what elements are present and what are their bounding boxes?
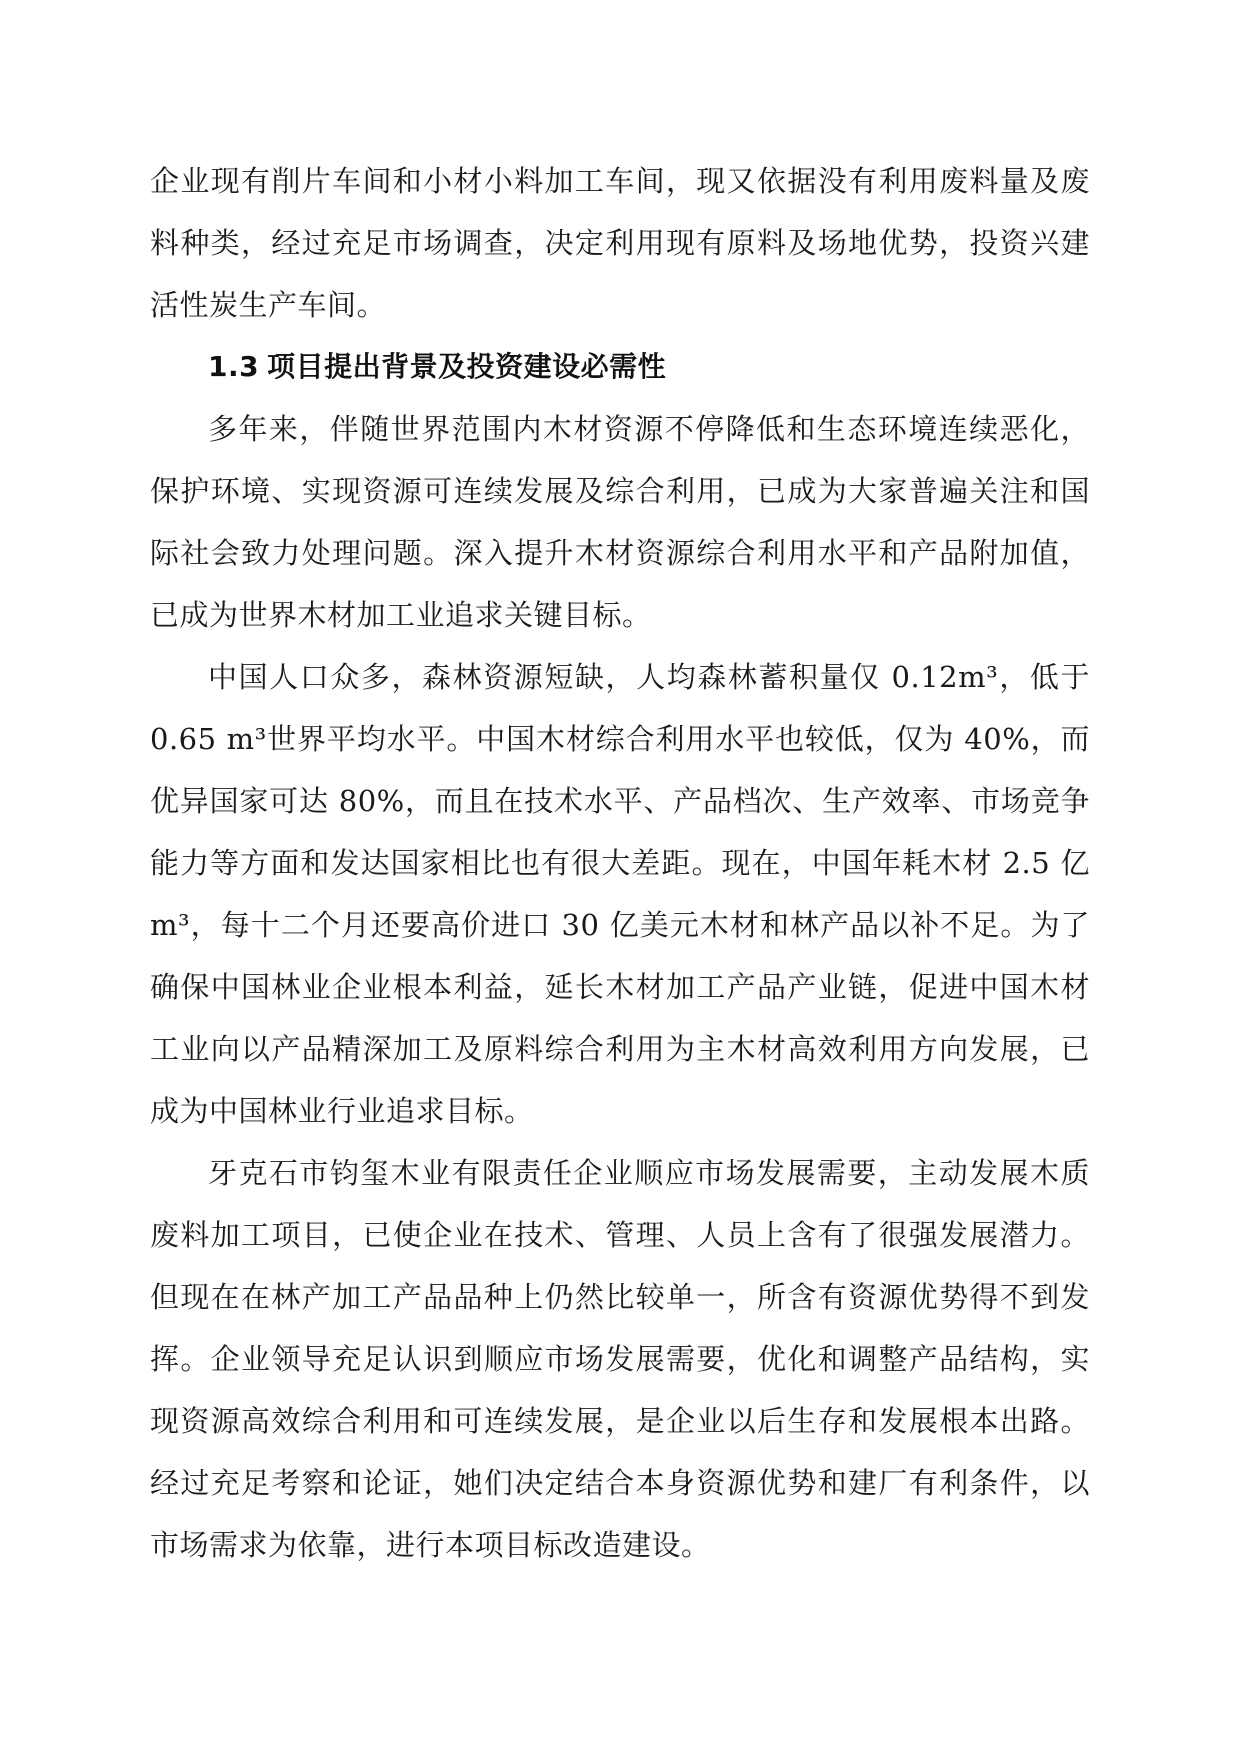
- paragraph-company-plan: 牙克石市钧玺木业有限责任企业顺应市场发展需要，主动发展木质废料加工项目，已使企业在技术、管理、人员上含有了很强发展潜力。但现在在林产加工产品品种上仍然比较单一，所含有资源优势得不到发挥。企业领导充足认识到顺应市场发展需要，优化和调整产品结构，实现资源高效综合利用和可连续发展，是企业以后生存和发展根本出路。经过充足考察和论证，她们决定结合本身资源优势和建厂有利条件，以市场需求为依靠，进行本项目标改造建设。: [150, 1156, 1090, 1562]
- section-title: 项目提出背景及投资建设必需性: [267, 350, 667, 383]
- section-number: 1.3: [208, 350, 260, 383]
- paragraph-workshop-plan: 企业现有削片车间和小材小料加工车间，现又依据没有利用废料量及废料种类，经过充足市场调查，决定利用现有原料及场地优势，投资兴建活性炭生产车间。: [150, 164, 1090, 322]
- section-heading: [150, 336, 1090, 398]
- document-body: [150, 150, 1090, 1576]
- paragraph-china-forestry: 中国人口众多，森林资源短缺，人均森林蓄积量仅 0.12m³，低于 0.65 m³世界平均水平。中国木材综合利用水平也较低，仅为 40%，而优异国家可达 80%，而且在技术水平、产品档次、生产效率、市场竞争能力等方面和发达国家相比也有很大差距。现在，中国年耗木材 2.5 亿 m³，每十二个月还要高价进口 30 亿美元木材和林产品以补不足。为了确保中国林业企业根本利益，延长木材加工产品产业链，促进中国木材工业向以产品精深加工及原料综合利用为主木材高效利用方向发展，已成为中国林业行业追求目标。: [150, 660, 1090, 1128]
- paragraph-global-background: 多年来，伴随世界范围内木材资源不停降低和生态环境连续恶化，保护环境、实现资源可连续发展及综合利用，已成为大家普遍关注和国际社会致力处理问题。深入提升木材资源综合利用水平和产品附加值，已成为世界木材加工业追求关键目标。: [150, 412, 1090, 632]
